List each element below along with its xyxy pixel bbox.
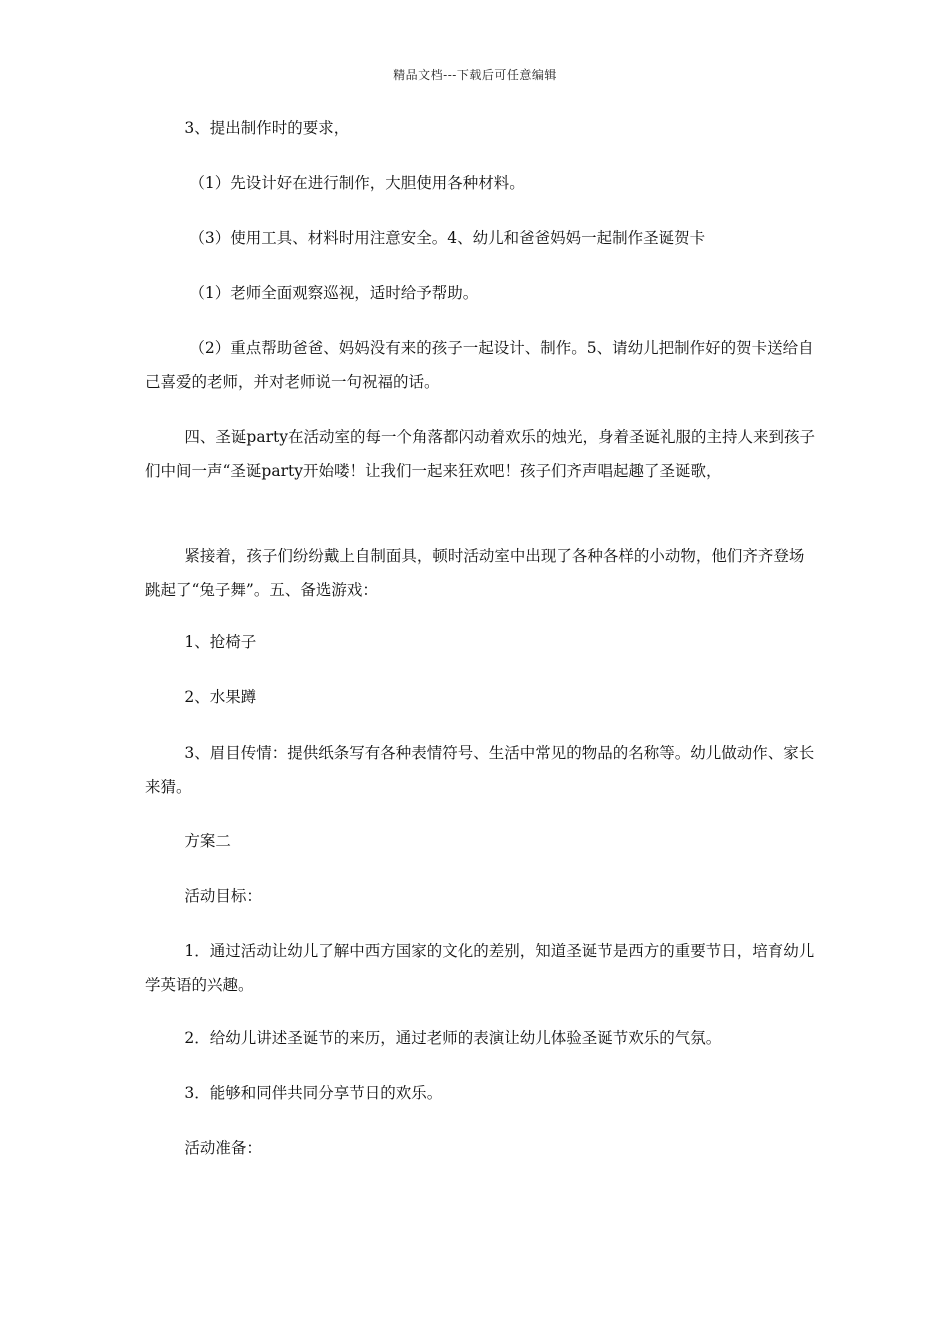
paragraph: （2）重点帮助爸爸、妈妈没有来的孩子一起设计、制作。5、请幼儿把制作好的贺卡送给自己喜爱的老师，并对老师说一句祝福的话。 xyxy=(145,339,814,391)
paragraph: （1）老师全面观察巡视，适时给予帮助。 xyxy=(145,284,479,302)
paragraph: （3）使用工具、材料时用注意安全。4、幼儿和爸爸妈妈一起制作圣诞贺卡 xyxy=(145,229,706,247)
page-header: 精品文档---下载后可任意编辑 xyxy=(393,68,557,82)
section-heading: 方案二 xyxy=(145,832,231,850)
paragraph: 1、抢椅子 xyxy=(145,633,257,651)
paragraph: 3、提出制作时的要求， xyxy=(145,119,350,137)
paragraph: 2．给幼儿讲述圣诞节的来历，通过老师的表演让幼儿体验圣诞节欢乐的气氛。 xyxy=(145,1029,722,1047)
paragraph: 3．能够和同伴共同分享节日的欢乐。 xyxy=(145,1084,443,1102)
paragraph: 1．通过活动让幼儿了解中西方国家的文化的差别，知道圣诞节是西方的重要节日，培育幼儿学英语的兴趣。 xyxy=(145,942,815,994)
section-heading: 活动准备： xyxy=(145,1139,262,1157)
paragraph: 3、眉目传情：提供纸条写有各种表情符号、生活中常见的物品的名称等。幼儿做动作、家长来猜。 xyxy=(145,744,815,796)
paragraph: 紧接着，孩子们纷纷戴上自制面具，顿时活动室中出现了各种各样的小动物，他们齐齐登场跳起了“兔子舞”。五、备选游戏： xyxy=(145,547,805,599)
section-heading: 活动目标： xyxy=(145,887,262,905)
paragraph: （1）先设计好在进行制作，大胆使用各种材料。 xyxy=(145,174,525,192)
paragraph: 四、圣诞party在活动室的每一个角落都闪动着欢乐的烛光，身着圣诞礼服的主持人来到孩子们中间一声“圣诞party开始喽！让我们一起来狂欢吧！孩子们齐声唱起趣了圣诞歌， xyxy=(145,428,815,480)
paragraph: 2、水果蹲 xyxy=(145,688,257,706)
